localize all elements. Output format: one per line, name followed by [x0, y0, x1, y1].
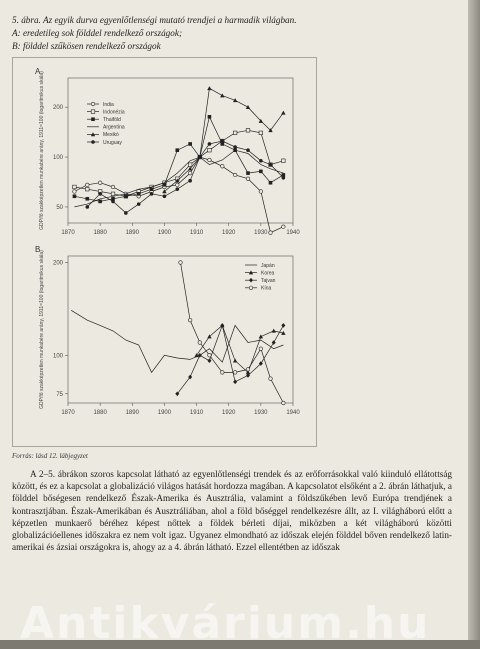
series-line	[87, 141, 283, 213]
data-point	[111, 192, 115, 196]
x-tick-label: 1870	[61, 230, 75, 236]
body-text	[12, 468, 452, 553]
data-point	[233, 380, 237, 385]
x-tick-label: 1920	[222, 410, 236, 416]
data-point	[91, 117, 95, 121]
legend-label: Kína	[261, 285, 272, 292]
legend-label: Thaiföld	[103, 117, 121, 123]
data-point	[188, 318, 192, 322]
series-line	[74, 157, 283, 233]
caption-line-b: B: földdel szűkösen rendelkező országok	[12, 41, 161, 51]
data-point	[281, 111, 285, 115]
data-point	[91, 110, 95, 114]
data-point	[85, 187, 89, 191]
data-point	[163, 194, 167, 198]
x-tick-label: 1900	[157, 230, 172, 236]
data-point	[220, 371, 224, 375]
figure-frame	[12, 57, 317, 447]
data-point	[188, 163, 192, 167]
y-tick-label: 200	[52, 105, 63, 112]
data-point	[246, 105, 250, 109]
data-point	[249, 278, 253, 283]
figure-source: Forrás: lásd 12. lábjegyzet	[12, 452, 88, 460]
chart-panel-a	[35, 67, 300, 236]
data-point	[137, 202, 141, 206]
x-tick-label: 1940	[286, 230, 300, 236]
data-point	[150, 192, 154, 196]
y-tick-label: 100	[52, 353, 63, 360]
legend-label: Korea	[261, 270, 275, 277]
data-point	[163, 183, 167, 187]
data-point	[208, 353, 212, 357]
data-point	[246, 129, 250, 133]
data-point	[259, 334, 263, 338]
data-point	[111, 185, 115, 189]
y-tick-label: 100	[52, 155, 63, 162]
data-point	[91, 140, 95, 144]
legend-label: Mexikó	[103, 132, 119, 139]
data-point	[259, 190, 263, 194]
x-tick-label: 1890	[125, 230, 139, 236]
chart-panel-b	[35, 245, 300, 416]
data-point	[246, 171, 250, 175]
x-tick-label: 1910	[189, 230, 204, 236]
data-point	[269, 231, 273, 235]
data-point	[137, 192, 141, 196]
body-paragraph: A 2–5. ábrákon szoros kapcsolat látható az egyenlőtlenségi trendek és az erőforrásokkal való kiinduló ellátottság között, és ez a kapcsolat a globalizáció világos hatását hordozza magában. A kapcsolatot elsőként a 2. ábrán láthatjuk, a földdel bőségesen rendelkező Észak-Amerika és Ausztrália, valamint a földszűkében levő Európa trendjének a kontrasztjában. Észak-Amerikában és Ausztráliában, ahol a föld bőséggel rendelkezésre állt, az I. világháború előtt a képzetlen munkaerő béréhez képest nőttek a földek bérleti díjai, miközben a két világháború közötti globalizációellenes időszakra ez nem volt igaz. Ugyanez elmondható az időszak elején földdel bőven rendelkező latin-amerikai és ázsiai országokra is, ahogy az a 4. ábrán látható. Ezzel ellentétben az időszak	[12, 469, 452, 553]
x-tick-label: 1930	[254, 410, 268, 416]
data-point	[111, 200, 115, 204]
y-tick-label: 200	[52, 260, 63, 267]
plot-border	[68, 256, 293, 403]
figure-number: 5. ábra.	[12, 15, 41, 25]
data-point	[220, 93, 224, 97]
data-point	[233, 359, 237, 363]
data-point	[73, 190, 77, 194]
data-point	[246, 148, 250, 152]
y-axis-label: GDP/fő szakképzetlen munkabére arány, 1911=100 (logaritmikus skála)	[39, 250, 45, 409]
figure-chart	[13, 58, 316, 446]
series-line	[177, 325, 283, 393]
y-tick-label: 50	[56, 204, 63, 211]
x-tick-label: 1930	[254, 230, 268, 236]
figure-caption	[12, 14, 462, 53]
data-point	[98, 181, 102, 185]
data-point	[188, 171, 192, 175]
data-point	[246, 177, 250, 181]
data-point	[91, 102, 95, 106]
x-tick-label: 1900	[157, 410, 172, 416]
data-point	[207, 358, 211, 363]
data-point	[85, 205, 89, 209]
x-tick-label: 1880	[93, 410, 107, 416]
legend-label: Tajvan	[261, 278, 276, 284]
x-tick-label: 1880	[93, 230, 107, 236]
data-point	[281, 323, 285, 328]
data-point	[282, 225, 286, 229]
x-tick-label: 1940	[286, 410, 300, 416]
legend-label: Japán	[261, 262, 275, 269]
x-tick-label: 1890	[125, 410, 139, 416]
data-point	[198, 155, 202, 159]
data-point	[269, 163, 273, 167]
data-point	[233, 173, 237, 177]
data-point	[259, 170, 263, 174]
data-point	[198, 341, 202, 345]
legend-label: Uruguay	[103, 139, 122, 146]
data-point	[208, 142, 212, 146]
data-point	[124, 194, 128, 198]
series-korea	[194, 270, 285, 374]
data-point	[259, 347, 263, 351]
figure-title: Az egyik durva egyenlőtlenségi mutató trendjei a harmadik világban.	[42, 15, 297, 25]
data-point	[249, 286, 253, 290]
data-point	[282, 176, 286, 180]
data-point	[233, 371, 237, 375]
data-point	[259, 159, 263, 163]
data-point	[208, 158, 212, 162]
data-point	[233, 145, 237, 149]
panel-letter: B	[35, 245, 41, 254]
watermark: Antikvárium.hu	[20, 598, 431, 649]
data-point	[233, 131, 237, 135]
data-point	[269, 181, 273, 185]
y-axis-label: GDP/fő szakképzetlen munkabére arány, 1911=100 (logaritmikus skála)	[39, 71, 45, 230]
data-point	[179, 261, 183, 265]
data-point	[98, 200, 102, 204]
series-uruguay	[85, 139, 285, 215]
data-point	[207, 86, 211, 90]
data-point	[282, 401, 286, 405]
x-tick-label: 1910	[189, 410, 204, 416]
x-tick-label: 1870	[61, 410, 75, 416]
legend-label: Indonézia	[103, 109, 125, 116]
data-point	[220, 139, 224, 143]
data-point	[188, 179, 192, 183]
data-point	[220, 164, 224, 168]
y-tick-label: 75	[56, 391, 63, 398]
data-point	[208, 148, 212, 152]
data-point	[246, 368, 250, 372]
data-point	[188, 142, 192, 146]
data-point	[259, 131, 263, 135]
data-point	[282, 159, 286, 163]
x-tick-label: 1920	[222, 230, 236, 236]
panel-letter: A	[35, 67, 41, 76]
data-point	[175, 148, 179, 152]
caption-line-a: A: eredetileg sok földdel rendelkező országok;	[12, 28, 183, 38]
data-point	[269, 377, 273, 381]
data-point	[73, 185, 77, 189]
data-point	[85, 197, 89, 201]
legend-label: India	[103, 101, 114, 108]
data-point	[98, 192, 102, 196]
data-point	[175, 183, 179, 187]
data-point	[208, 115, 212, 119]
data-point	[272, 329, 276, 333]
data-point	[85, 183, 89, 187]
data-point	[124, 211, 128, 215]
legend-label: Argentína	[103, 124, 125, 131]
data-point	[73, 194, 77, 198]
data-point	[150, 187, 154, 191]
data-point	[175, 187, 179, 191]
page-edge	[468, 0, 480, 640]
